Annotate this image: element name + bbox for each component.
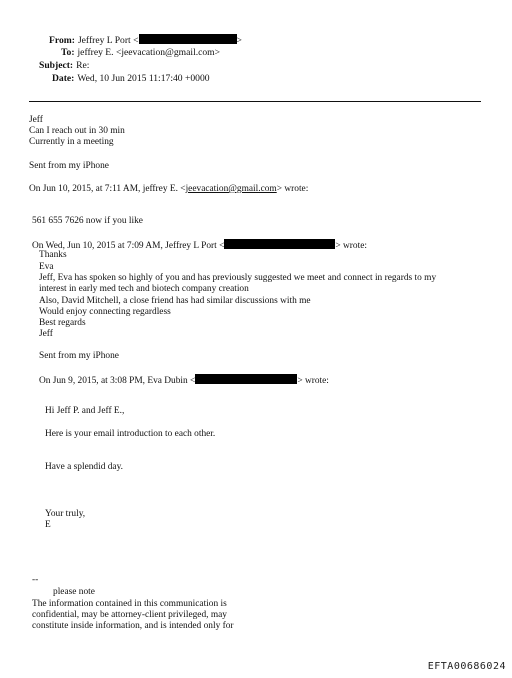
body-line: Jeff, Eva has spoken so highly of you and has previously suggested we meet and connect in regards to my [39, 273, 437, 283]
body-line: 561 655 7626 now if you like [32, 216, 143, 226]
body-line: Sent from my iPhone [39, 351, 119, 361]
header-to-row [61, 47, 220, 59]
from-value: Jeffrey L Port < [77, 35, 139, 46]
body-line: E [45, 520, 51, 530]
body-line: Currently in a meeting [29, 137, 114, 147]
disclaimer-line: please note [53, 587, 95, 597]
body-line: Have a splendid day. [45, 462, 124, 472]
header-subject-row [39, 60, 89, 72]
body-line: Best regards [39, 318, 86, 328]
body-line: Thanks [39, 250, 67, 260]
redaction-box [195, 374, 297, 384]
subject-label: Subject: [39, 60, 74, 71]
redaction-box [224, 239, 335, 249]
body-line: Here is your email introduction to each other. [45, 429, 216, 439]
body-line: Jeff [29, 115, 43, 125]
header-from-row [49, 34, 242, 47]
disclaimer-line: constitute inside information, and is intended only for [32, 621, 234, 631]
to-value: jeffrey E. <jeevacation@gmail.com> [77, 47, 221, 58]
body-line: Can I reach out in 30 min [29, 126, 125, 136]
header-divider [29, 101, 481, 102]
to-label: To: [61, 47, 75, 58]
disclaimer-line: The information contained in this communication is [32, 599, 227, 609]
body-line: Hi Jeff P. and Jeff E., [45, 406, 125, 416]
body-line: Would enjoy connecting regardless [39, 307, 171, 317]
body-line: Eva [39, 262, 54, 272]
quote-header-line: On Jun 10, 2015, at 7:11 AM, jeffrey E. <jeevacation@gmail.com> wrote: [29, 184, 309, 194]
document-id: EFTA00686024 [427, 661, 506, 672]
signature-separator: -- [32, 575, 39, 585]
redaction-box [139, 34, 237, 44]
body-line: Jeff [39, 329, 53, 339]
quote-header-line: On Jun 9, 2015, at 3:08 PM, Eva Dubin < > wrote: [39, 376, 329, 386]
body-line: Also, David Mitchell, a close friend has had similar discussions with me [39, 296, 311, 306]
quote-header-line: On Wed, Jun 10, 2015 at 7:09 AM, Jeffrey L Port < > wrote: [32, 241, 367, 251]
date-value: Wed, 10 Jun 2015 11:17:40 +0000 [77, 73, 210, 84]
date-label: Date: [52, 73, 75, 84]
from-label: From: [49, 35, 75, 46]
body-line: Sent from my iPhone [29, 161, 109, 171]
email-link[interactable]: jeevacation@gmail.com [185, 184, 277, 194]
body-line: interest in early med tech and biotech company creation [39, 284, 249, 294]
subject-value: Re: [76, 60, 90, 71]
header-date-row [52, 73, 210, 85]
from-value-tail: > [236, 35, 242, 46]
disclaimer-line: confidential, may be attorney-client privileged, may [32, 610, 227, 620]
body-line: Your truly, [45, 509, 86, 519]
